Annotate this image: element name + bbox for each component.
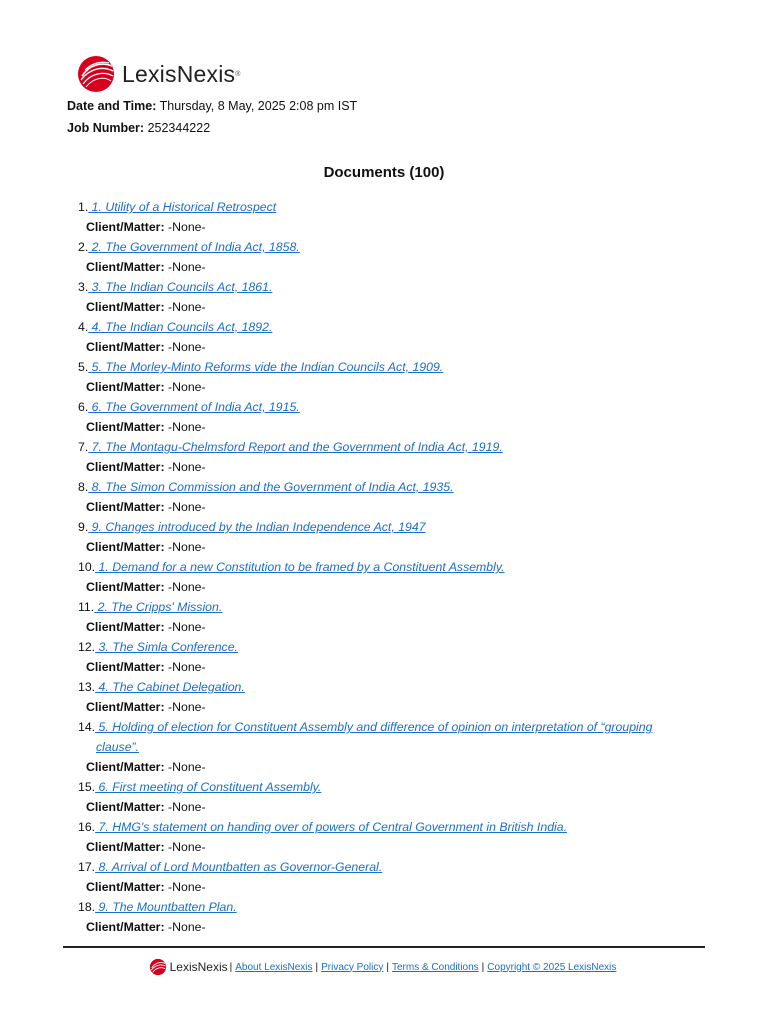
document-item <box>0 357 768 397</box>
client-matter-value: -None- <box>168 220 206 234</box>
document-title-line <box>0 897 768 917</box>
date-label: Date and Time: <box>67 99 157 113</box>
document-link[interactable]: 9. The Mountbatten Plan. <box>95 900 237 914</box>
document-link[interactable]: 1. Utility of a Historical Retrospect <box>88 200 277 214</box>
document-item <box>0 477 768 517</box>
document-number: 16. <box>78 820 96 834</box>
document-title-line <box>0 677 768 697</box>
document-list <box>0 197 768 937</box>
client-matter-line <box>0 417 768 437</box>
client-matter-line <box>0 617 768 637</box>
client-matter-label: Client/Matter: <box>86 620 165 634</box>
client-matter-line <box>0 657 768 677</box>
client-matter-line <box>0 697 768 717</box>
document-link[interactable]: 1. Demand for a new Constitution to be framed by a Constituent Assembly. <box>95 560 505 574</box>
client-matter-line <box>0 217 768 237</box>
document-number: 3. <box>78 280 89 294</box>
document-title-line <box>0 477 768 497</box>
document-number: 15. <box>78 780 96 794</box>
document-number: 11. <box>78 600 95 614</box>
date-value: Thursday, 8 May, 2025 2:08 pm IST <box>159 99 358 113</box>
document-link[interactable]: 5. The Morley-Minto Reforms vide the Indian Councils Act, 1909. <box>88 360 444 374</box>
client-matter-value: -None- <box>168 700 206 714</box>
client-matter-label: Client/Matter: <box>86 300 165 314</box>
document-title-line <box>0 777 768 797</box>
footer-link-copyright[interactable]: Copyright © 2025 LexisNexis <box>487 961 617 973</box>
document-link[interactable]: 6. The Government of India Act, 1915. <box>88 400 300 414</box>
document-title-line <box>0 557 768 577</box>
client-matter-line <box>0 917 768 937</box>
document-title-line <box>0 397 768 417</box>
document-number: 18. <box>78 900 96 914</box>
document-number: 1. <box>78 200 89 214</box>
client-matter-value: -None- <box>168 880 206 894</box>
document-item <box>0 637 768 677</box>
document-link[interactable]: 8. Arrival of Lord Mountbatten as Governor-General. <box>95 860 383 874</box>
document-title-line <box>0 317 768 337</box>
document-item <box>0 317 768 357</box>
client-matter-line <box>0 877 768 897</box>
client-matter-value: -None- <box>168 920 206 934</box>
document-number: 5. <box>78 360 89 374</box>
client-matter-line <box>0 297 768 317</box>
document-title-line <box>0 277 768 297</box>
client-matter-value: -None- <box>168 500 206 514</box>
document-title-line <box>0 717 768 757</box>
client-matter-line <box>0 797 768 817</box>
document-item <box>0 277 768 317</box>
job-label: Job Number: <box>67 121 145 135</box>
document-item <box>0 197 768 237</box>
lexisnexis-logo-icon <box>76 54 116 94</box>
document-item <box>0 717 768 777</box>
document-item <box>0 437 768 477</box>
client-matter-label: Client/Matter: <box>86 660 165 674</box>
client-matter-value: -None- <box>168 760 206 774</box>
client-matter-line <box>0 577 768 597</box>
document-link[interactable]: 8. The Simon Commission and the Government of India Act, 1935. <box>88 480 454 494</box>
document-title-line <box>0 857 768 877</box>
document-link[interactable]: 6. First meeting of Constituent Assembly. <box>95 780 322 794</box>
client-matter-label: Client/Matter: <box>86 260 165 274</box>
client-matter-line <box>0 537 768 557</box>
document-title-line <box>0 597 768 617</box>
document-title-line <box>0 517 768 537</box>
footer-wordmark: LexisNexis <box>169 960 228 974</box>
client-matter-line <box>0 837 768 857</box>
document-number: 8. <box>78 480 89 494</box>
client-matter-line <box>0 257 768 277</box>
page-title: Documents (100) <box>323 164 445 181</box>
client-matter-label: Client/Matter: <box>86 700 165 714</box>
date-time-line <box>67 99 357 113</box>
footer-link-privacy[interactable]: Privacy Policy <box>321 961 384 973</box>
footer-logo <box>149 958 228 976</box>
document-link[interactable]: 7. HMG's statement on handing over of powers of Central Government in British India. <box>95 820 568 834</box>
document-link-continuation[interactable]: clause”. <box>96 740 140 754</box>
document-item <box>0 557 768 597</box>
client-matter-value: -None- <box>168 620 206 634</box>
client-matter-label: Client/Matter: <box>86 880 165 894</box>
footer-link-terms[interactable]: Terms & Conditions <box>391 961 479 973</box>
document-title-line <box>0 817 768 837</box>
client-matter-label: Client/Matter: <box>86 840 165 854</box>
client-matter-line <box>0 497 768 517</box>
document-item <box>0 857 768 897</box>
document-item <box>0 397 768 437</box>
client-matter-label: Client/Matter: <box>86 460 165 474</box>
document-title-line <box>0 637 768 657</box>
document-number: 13. <box>78 680 96 694</box>
document-item <box>0 777 768 817</box>
document-link[interactable]: 7. The Montagu-Chelmsford Report and the Government of India Act, 1919. <box>88 440 503 454</box>
client-matter-value: -None- <box>168 840 206 854</box>
document-title-line <box>0 357 768 377</box>
document-title-line <box>0 437 768 457</box>
footer-logo-icon <box>149 958 167 976</box>
job-value: 252344222 <box>147 121 211 135</box>
document-link[interactable]: 5. Holding of election for Constituent Assembly and difference of opinion on interpretation of “grouping <box>95 720 653 734</box>
document-number: 9. <box>78 520 89 534</box>
document-item <box>0 597 768 637</box>
document-number: 7. <box>78 440 89 454</box>
footer-divider <box>63 946 705 948</box>
document-link[interactable]: 2. The Government of India Act, 1858. <box>88 240 300 254</box>
document-number: 17. <box>78 860 96 874</box>
client-matter-line <box>0 457 768 477</box>
client-matter-label: Client/Matter: <box>86 340 165 354</box>
document-number: 2. <box>78 240 89 254</box>
client-matter-value: -None- <box>168 800 206 814</box>
client-matter-value: -None- <box>168 540 206 554</box>
document-number: 12. <box>78 640 96 654</box>
document-title-line <box>0 197 768 217</box>
document-item <box>0 517 768 557</box>
document-link[interactable]: 4. The Indian Councils Act, 1892. <box>88 320 273 334</box>
client-matter-line <box>0 377 768 397</box>
client-matter-value: -None- <box>168 420 206 434</box>
client-matter-line <box>0 337 768 357</box>
client-matter-label: Client/Matter: <box>86 380 165 394</box>
client-matter-line <box>0 757 768 777</box>
client-matter-value: -None- <box>168 660 206 674</box>
logo-wordmark: LexisNexis <box>122 60 236 87</box>
client-matter-value: -None- <box>168 340 206 354</box>
document-number: 4. <box>78 320 89 334</box>
document-number: 14. <box>78 720 96 734</box>
document-link[interactable]: 3. The Simla Conference. <box>95 640 238 654</box>
footer: LexisNexis | About LexisNexis | Privacy Policy | Terms & Conditions | Copyright © 2025 LexisNexis <box>0 958 768 976</box>
client-matter-label: Client/Matter: <box>86 760 165 774</box>
client-matter-label: Client/Matter: <box>86 420 165 434</box>
document-number: 10. <box>78 560 96 574</box>
document-item <box>0 237 768 277</box>
client-matter-value: -None- <box>168 300 206 314</box>
job-number-line <box>67 121 210 135</box>
document-link[interactable]: 3. The Indian Councils Act, 1861. <box>88 280 273 294</box>
document-item <box>0 897 768 937</box>
client-matter-label: Client/Matter: <box>86 540 165 554</box>
client-matter-value: -None- <box>168 460 206 474</box>
document-title-line <box>0 237 768 257</box>
client-matter-label: Client/Matter: <box>86 500 165 514</box>
document-number: 6. <box>78 400 89 414</box>
client-matter-value: -None- <box>168 380 206 394</box>
client-matter-label: Client/Matter: <box>86 920 165 934</box>
client-matter-value: -None- <box>168 580 206 594</box>
client-matter-label: Client/Matter: <box>86 800 165 814</box>
lexisnexis-logo: LexisNexis ® <box>76 54 240 94</box>
document-link[interactable]: 4. The Cabinet Delegation. <box>95 680 245 694</box>
document-item <box>0 817 768 857</box>
document-item <box>0 677 768 717</box>
document-link[interactable]: 2. The Cripps' Mission. <box>94 600 223 614</box>
footer-link-about[interactable]: About LexisNexis <box>235 961 313 973</box>
document-link[interactable]: 9. Changes introduced by the Indian Independence Act, 1947 <box>88 520 426 534</box>
client-matter-label: Client/Matter: <box>86 220 165 234</box>
client-matter-label: Client/Matter: <box>86 580 165 594</box>
client-matter-value: -None- <box>168 260 206 274</box>
